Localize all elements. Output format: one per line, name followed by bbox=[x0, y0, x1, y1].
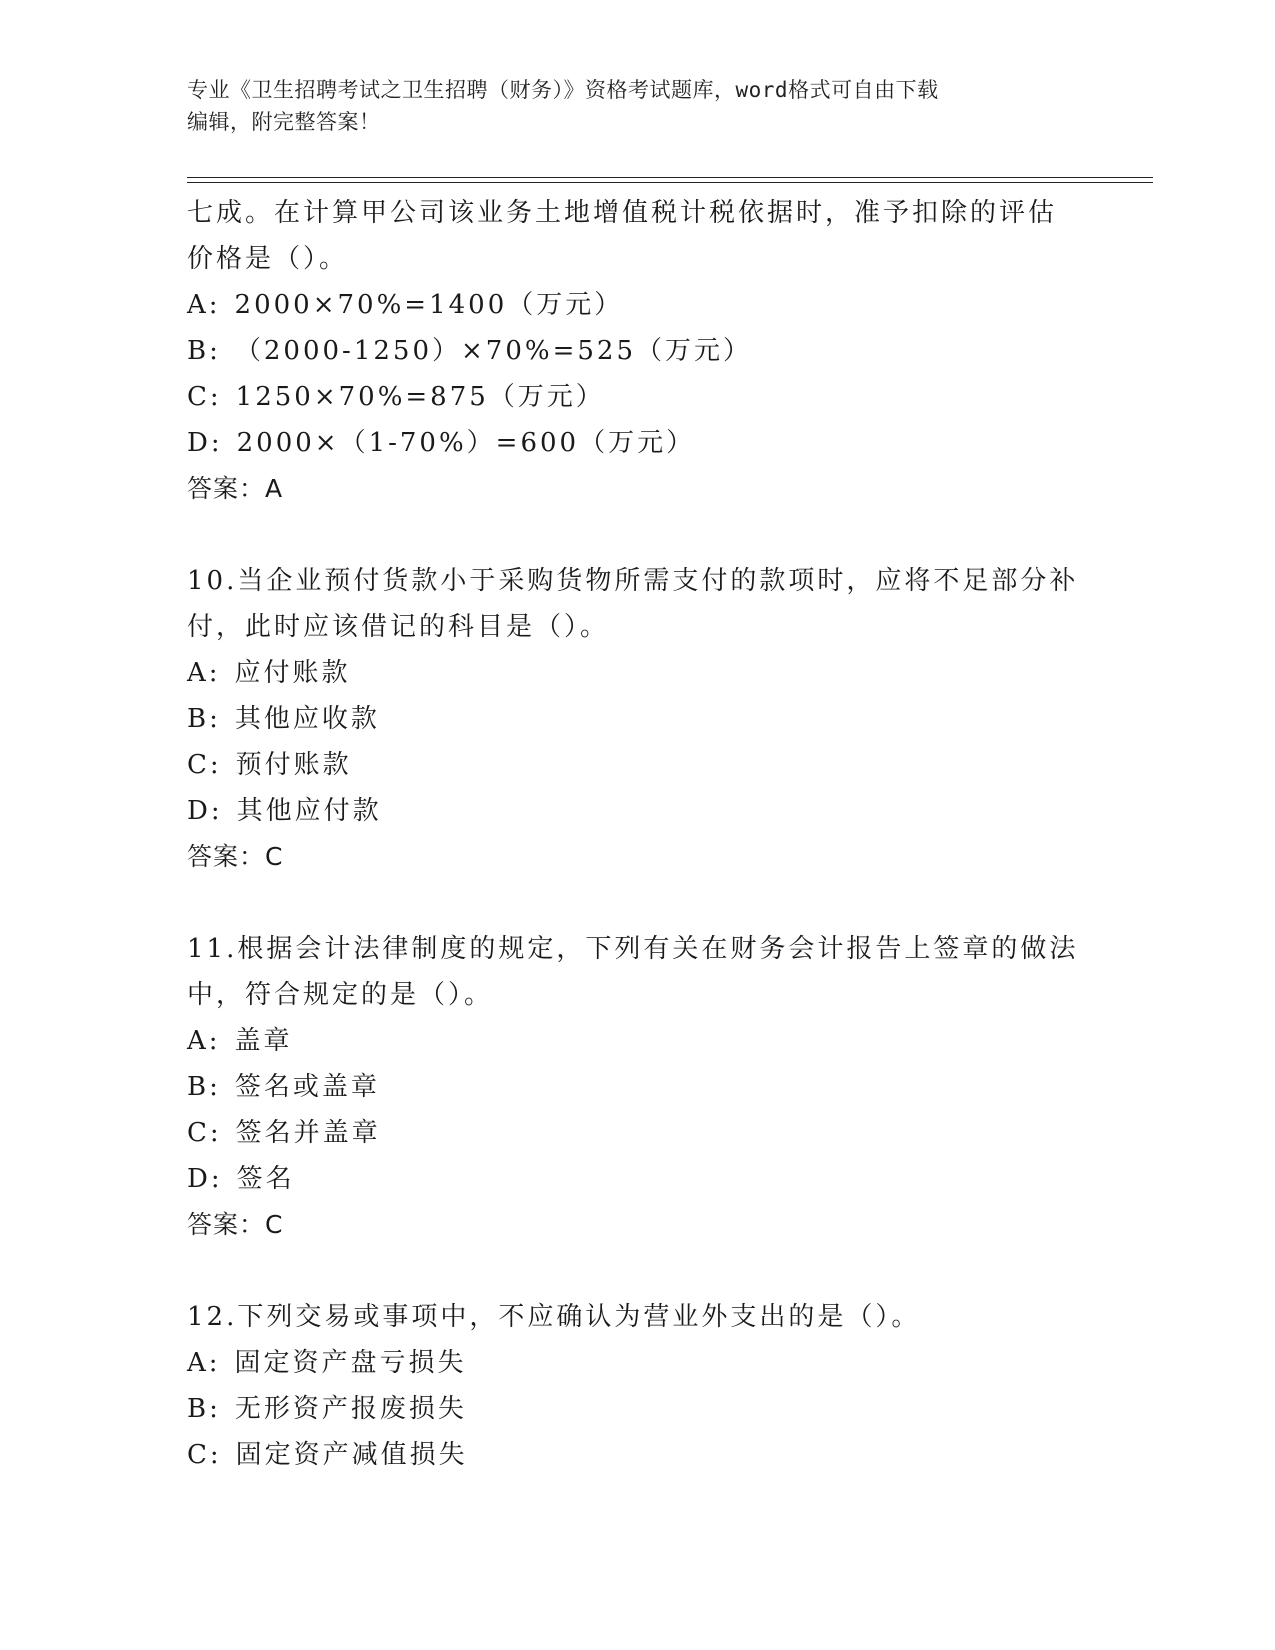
option-b bbox=[187, 1064, 1087, 1110]
option-label: A: bbox=[187, 290, 221, 320]
option-c bbox=[187, 374, 1087, 420]
option-text: 预付账款 bbox=[235, 750, 352, 780]
option-label: C: bbox=[187, 1440, 222, 1470]
question-list bbox=[187, 190, 1087, 1478]
option-label: C: bbox=[187, 1118, 222, 1148]
answer-line: 答案：C bbox=[187, 842, 284, 871]
option-text: 应付账款 bbox=[234, 658, 351, 688]
option-label: B: bbox=[187, 1072, 221, 1102]
question-9 bbox=[187, 190, 1087, 512]
option-text: 其他应付款 bbox=[236, 796, 382, 826]
header-divider-top bbox=[187, 177, 1153, 178]
option-b bbox=[187, 328, 1087, 374]
question-stem: 七成。在计算甲公司该业务土地增值税计税依据时，准予扣除的评估 bbox=[187, 198, 1058, 228]
option-label: A: bbox=[187, 1026, 221, 1056]
question-stem: 价格是（）。 bbox=[187, 244, 349, 274]
question-stem: 中，符合规定的是（）。 bbox=[187, 980, 494, 1010]
option-label: C: bbox=[187, 382, 222, 412]
option-text: 固定资产盘亏损失 bbox=[234, 1348, 467, 1378]
spacer bbox=[187, 512, 1087, 558]
answer-line: 答案：C bbox=[187, 1210, 284, 1239]
option-d bbox=[187, 788, 1087, 834]
option-a bbox=[187, 282, 1087, 328]
document-header bbox=[187, 74, 1067, 138]
question-stem: 12.下列交易或事项中，不应确认为营业外支出的是（）。 bbox=[187, 1302, 921, 1332]
option-label: A: bbox=[187, 658, 221, 688]
spacer bbox=[187, 1248, 1087, 1294]
header-line-1: 专业《卫生招聘考试之卫生招聘（财务）》资格考试题库，word格式可自由下载 bbox=[187, 78, 939, 102]
option-text: （2000-1250）×70%=525（万元） bbox=[234, 336, 752, 366]
option-label: D: bbox=[187, 1164, 223, 1194]
option-text: 1250×70%=875（万元） bbox=[235, 382, 605, 412]
option-text: 固定资产减值损失 bbox=[235, 1440, 468, 1470]
option-label: D: bbox=[187, 428, 223, 458]
question-12 bbox=[187, 1294, 1087, 1478]
option-a bbox=[187, 650, 1087, 696]
header-divider-bottom bbox=[187, 182, 1153, 183]
option-b bbox=[187, 1386, 1087, 1432]
option-label: D: bbox=[187, 796, 223, 826]
option-label: A: bbox=[187, 1348, 221, 1378]
option-text: 签名或盖章 bbox=[234, 1072, 380, 1102]
header-line-2: 编辑，附完整答案！ bbox=[187, 110, 381, 134]
option-a bbox=[187, 1018, 1087, 1064]
option-label: B: bbox=[187, 336, 221, 366]
option-text: 盖章 bbox=[234, 1026, 293, 1056]
spacer bbox=[187, 880, 1087, 926]
option-a bbox=[187, 1340, 1087, 1386]
option-text: 2000×（1-70%）=600（万元） bbox=[236, 428, 696, 458]
option-text: 其他应收款 bbox=[234, 704, 380, 734]
option-text: 签名 bbox=[236, 1164, 295, 1194]
option-d bbox=[187, 1156, 1087, 1202]
option-d bbox=[187, 420, 1087, 466]
question-stem: 付，此时应该借记的科目是（）。 bbox=[187, 612, 610, 642]
option-c bbox=[187, 1110, 1087, 1156]
option-text: 2000×70%=1400（万元） bbox=[234, 290, 624, 320]
question-stem: 10.当企业预付货款小于采购货物所需支付的款项时，应将不足部分补 bbox=[187, 566, 1079, 596]
answer-line: 答案：A bbox=[187, 474, 284, 503]
question-11 bbox=[187, 926, 1087, 1248]
question-stem: 11.根据会计法律制度的规定，下列有关在财务会计报告上签章的做法 bbox=[187, 934, 1079, 964]
option-label: C: bbox=[187, 750, 222, 780]
option-text: 无形资产报废损失 bbox=[234, 1394, 467, 1424]
option-c bbox=[187, 1432, 1087, 1478]
question-10 bbox=[187, 558, 1087, 880]
option-label: B: bbox=[187, 704, 221, 734]
option-text: 签名并盖章 bbox=[235, 1118, 381, 1148]
option-c bbox=[187, 742, 1087, 788]
option-label: B: bbox=[187, 1394, 221, 1424]
option-b bbox=[187, 696, 1087, 742]
